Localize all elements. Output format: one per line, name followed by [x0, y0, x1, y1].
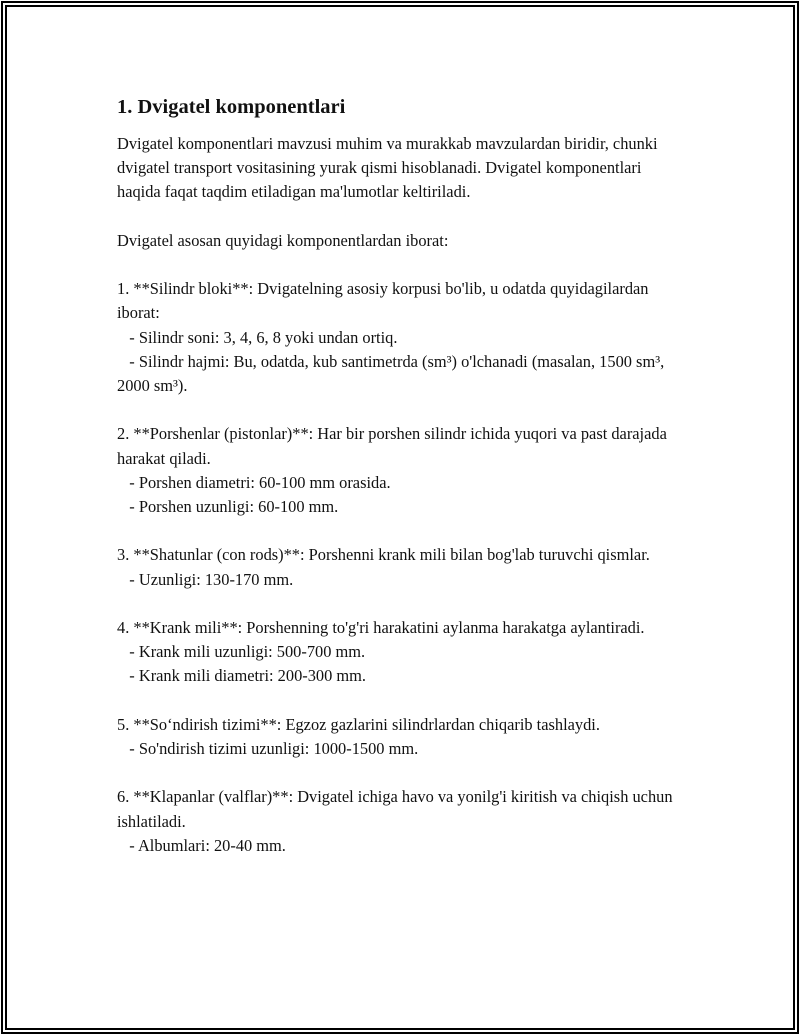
- list-item: - Silindr soni: 3, 4, 6, 8 yoki undan ortiq.: [117, 327, 398, 347]
- section-title: 2. **Porshenlar (pistonlar)**: Har bir porshen silindr ichida yuqori va past darajada harakat qiladi.: [117, 424, 667, 468]
- intro-paragraph: Dvigatel komponentlari mavzusi muhim va murakkab mavzulardan biridir, chunki dvigatel transport vositasining yurak qismi hisoblanadi. Dvigatel komponentlari haqida faqat taqdim etiladigan ma'lumotlar keltiriladi.: [117, 134, 658, 202]
- section-cylinder-block: [117, 277, 687, 398]
- section-title: 6. **Klapanlar (valflar)**: Dvigatel ichiga havo va yonilg'i kiritish va chiqish uchun ishlatiladi.: [117, 787, 673, 831]
- list-item: - Porshen uzunligi: 60-100 mm.: [117, 497, 339, 516]
- list-item: - Krank mili uzunligi: 500-700 mm.: [117, 642, 366, 662]
- list-item: - So'ndirish tizimi uzunligi: 1000-1500 mm.: [117, 738, 419, 758]
- section-valves: [117, 785, 687, 858]
- section-title: 1. **Silindr bloki**: Dvigatelning asosiy korpusi bo'lib, u odatda quyidagilardan iborat:: [117, 279, 649, 323]
- section-pistons: [117, 422, 687, 519]
- section-title: 3. **Shatunlar (con rods)**: Porshenni krank mili bilan bog'lab turuvchi qismlar.: [117, 545, 650, 565]
- document-body: [117, 94, 687, 882]
- list-item: - Uzunligi: 130-170 mm.: [117, 569, 294, 589]
- list-item: - Silindr hajmi: Bu, odatda, kub santimetrda (sm³) o'lchanadi (masalan, 1500 sm³, 2000 sm³).: [117, 351, 669, 395]
- section-crankshaft: [117, 616, 687, 689]
- section-title: 4. **Krank mili**: Porshenning to'g'ri harakatini aylanma harakatga aylantiradi.: [117, 617, 645, 637]
- list-item: - Porshen diametri: 60-100 mm orasida.: [117, 472, 391, 492]
- section-con-rods: [117, 543, 687, 591]
- section-title: 5. **So‘ndirish tizimi**: Egzoz gazlarini silindrlardan chiqarib tashlaydi.: [117, 714, 600, 734]
- document-heading: 1. Dvigatel komponentlari: [117, 96, 346, 118]
- list-item: - Krank mili diametri: 200-300 mm.: [117, 666, 367, 686]
- lead-paragraph: Dvigatel asosan quyidagi komponentlardan iborat:: [117, 230, 449, 250]
- list-item: - Albumlari: 20-40 mm.: [117, 835, 286, 855]
- section-exhaust-system: [117, 713, 687, 761]
